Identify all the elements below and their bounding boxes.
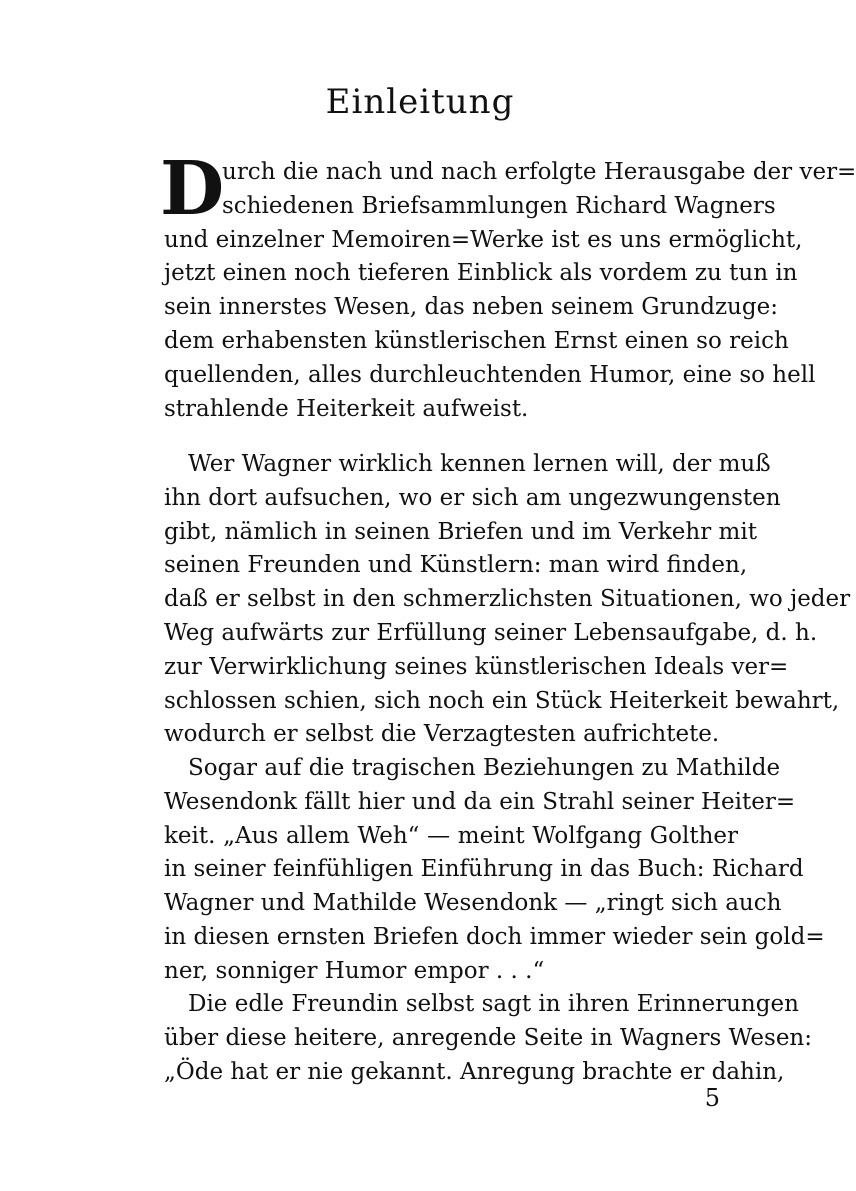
text-line: ihn dort aufsuchen, wo er sich am ungezwungensten — [164, 484, 781, 511]
text-line: daß er selbst in den schmerzlichsten Situationen, wo jeder — [164, 586, 851, 613]
text-line: dem erhabensten künstlerischen Ernst einen so reich — [164, 327, 789, 354]
text-line: Weg aufwärts zur Erfüllung seiner Lebensaufgabe, d. h. — [164, 619, 818, 646]
paragraph-4 — [164, 988, 812, 1089]
text-line: keit. „Aus allem Weh“ — meint Wolfgang Golther — [164, 822, 738, 849]
text-line: jetzt einen noch tieferen Einblick als vordem zu tun in — [164, 260, 798, 287]
text-line: zur Verwirklichung seines künstlerischen Ideals ver= — [164, 653, 789, 680]
text-line: quellenden, alles durchleuchtenden Humor, eine so hell — [164, 361, 816, 388]
text-line: ner, sonniger Humor empor . . .“ — [164, 957, 545, 984]
page-number: 5 — [704, 1084, 720, 1112]
text-line: schiedenen Briefsammlungen Richard Wagners — [222, 192, 776, 219]
text-line: strahlende Heiterkeit aufweist. — [164, 395, 529, 422]
text-line: Wesendonk fällt hier und da ein Strahl seiner Heiter= — [164, 788, 796, 815]
text-line: sein innerstes Wesen, das neben seinem Grundzuge: — [164, 294, 778, 321]
text-line: schlossen schien, sich noch ein Stück Heiterkeit bewahrt, — [164, 687, 840, 714]
paragraph-3 — [164, 752, 825, 989]
drop-cap-initial: D — [160, 146, 225, 232]
text-line: und einzelner Memoiren=Werke ist es uns ermöglicht, — [164, 226, 803, 253]
paragraph-intro — [164, 156, 856, 426]
text-line: Die edle Freundin selbst sagt in ihren Erinnerungen — [188, 991, 799, 1017]
text-line: über diese heitere, anregende Seite in Wagners Wesen: — [164, 1024, 812, 1051]
chapter-title: Einleitung — [325, 82, 515, 122]
text-line: in diesen ernsten Briefen doch immer wieder sein gold= — [164, 923, 825, 950]
text-line: gibt, nämlich in seinen Briefen und im Verkehr mit — [164, 518, 757, 545]
text-line: urch die nach und nach erfolgte Herausgabe der ver= — [222, 159, 856, 185]
text-line: Sogar auf die tragischen Beziehungen zu Mathilde — [188, 755, 781, 781]
text-line: in seiner feinfühligen Einführung in das Buch: Richard — [164, 856, 804, 883]
text-line: Wer Wagner wirklich kennen lernen will, der muß — [188, 451, 771, 477]
text-line: Wagner und Mathilde Wesendonk — „ringt sich auch — [164, 890, 782, 917]
paragraph-2 — [164, 448, 851, 752]
text-line: wodurch er selbst die Verzagtesten aufrichtete. — [164, 721, 720, 748]
text-line: seinen Freunden und Künstlern: man wird finden, — [164, 552, 748, 579]
text-line: „Öde hat er nie gekannt. Anregung brachte er dahin, — [164, 1058, 785, 1085]
